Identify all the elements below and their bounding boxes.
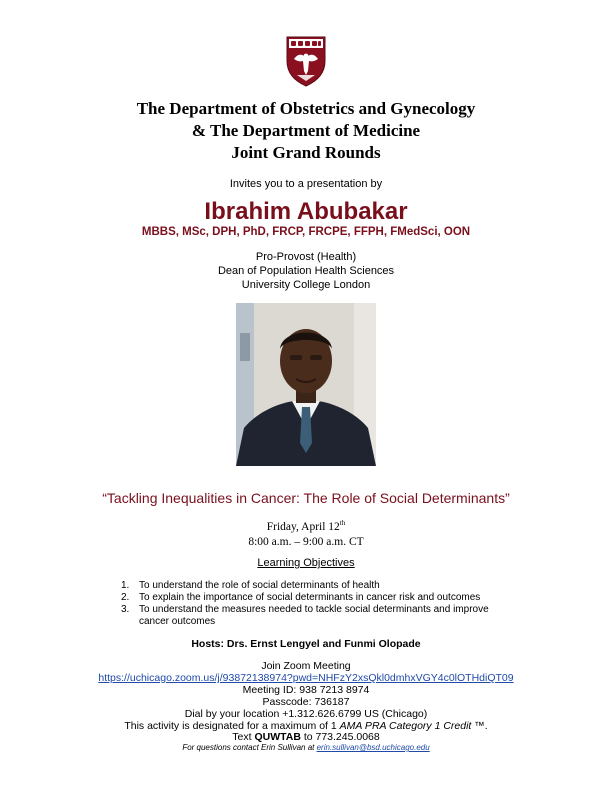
- list-item: [121, 604, 521, 628]
- contact-email-link[interactable]: erin.sullivan@bsd.uchicago.edu: [316, 743, 430, 752]
- questions-prefix: For questions contact Erin Sullivan at: [182, 743, 317, 752]
- list-item-text: To explain the importance of social determinants in cancer risk and outcomes: [139, 592, 481, 603]
- speaker-role: University College London: [241, 279, 371, 291]
- department-line-2: & The Department of Medicine: [191, 121, 421, 140]
- text-code: QUWTAB: [254, 731, 301, 744]
- speaker-role: Pro-Provost (Health): [255, 251, 357, 263]
- credit-name: AMA PRA Category 1 Credit: [339, 719, 472, 732]
- list-item-number: 3.: [121, 604, 130, 615]
- text-code-suffix: to 773.245.0068: [300, 731, 380, 744]
- zoom-info: [0, 661, 612, 744]
- department-line-1: The Department of Obstetrics and Gynecology: [136, 99, 476, 118]
- credit-prefix: This activity is designated for a maximum of 1: [124, 719, 340, 732]
- talk-date-text: Friday, April 12: [266, 520, 340, 533]
- talk-time: 8:00 a.m. – 9:00 a.m. CT: [248, 535, 364, 548]
- department-header: [0, 98, 612, 164]
- talk-date-suffix: th: [339, 519, 346, 527]
- list-item-text: To understand the role of social determinants of health: [139, 580, 380, 591]
- list-item: [121, 580, 521, 592]
- text-code-prefix: Text: [232, 731, 255, 744]
- speaker-role: Dean of Population Health Sciences: [217, 265, 395, 277]
- university-shield-icon: [285, 35, 327, 87]
- speaker-name: Ibrahim Abubakar: [204, 198, 408, 225]
- talk-schedule: [0, 516, 612, 550]
- zoom-join-label: Join Zoom Meeting: [261, 660, 351, 672]
- objectives-heading: Learning Objectives: [257, 557, 355, 569]
- meeting-id: Meeting ID: 938 7213 8974: [242, 683, 370, 696]
- speaker-photo: [236, 303, 376, 466]
- speaker-roles: [0, 250, 612, 292]
- talk-date: [0, 516, 612, 535]
- speaker-credentials: MBBS, MSc, DPH, PhD, FRCP, FRCPE, FFPH, FMedSci, OON: [141, 226, 471, 238]
- list-item-number: 2.: [121, 592, 130, 603]
- dial-in: Dial by your location +1.312.626.6799 US (Chicago): [184, 707, 428, 720]
- questions-contact: [0, 743, 612, 752]
- credit-suffix: ™.: [471, 719, 488, 732]
- list-item-number: 1.: [121, 580, 130, 591]
- passcode: Passcode: 736187: [262, 695, 350, 708]
- hosts: Hosts: Drs. Ernst Lengyel and Funmi Olopade: [191, 638, 421, 650]
- objectives-list: [121, 580, 521, 628]
- talk-title: “Tackling Inequalities in Cancer: The Role of Social Determinants”: [102, 490, 510, 506]
- zoom-link[interactable]: https://uchicago.zoom.us/j/93872138974?pwd=NHFzY2xsQkl0dmhxVGY4c0lOTHdiQT09: [98, 671, 514, 684]
- list-item-text: To understand the measures needed to tackle social determinants and improve cancer outcomes: [139, 604, 489, 627]
- invite-text: Invites you to a presentation by: [229, 178, 383, 190]
- list-item: [121, 592, 521, 604]
- department-line-3: Joint Grand Rounds: [231, 143, 381, 162]
